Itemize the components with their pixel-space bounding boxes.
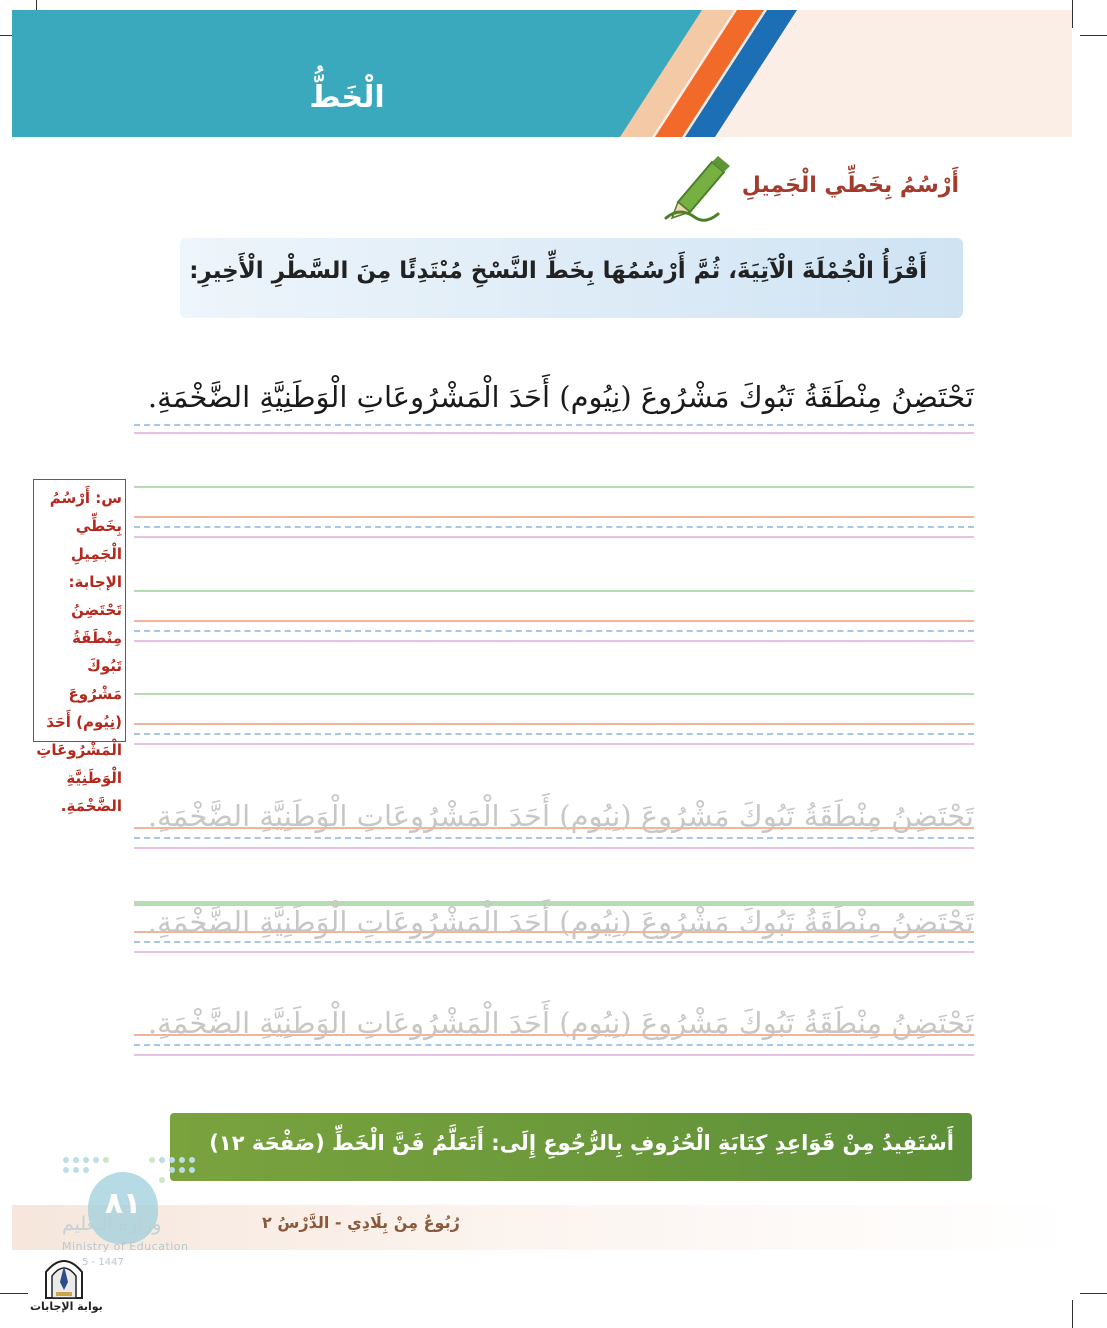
ministry-name-en: Ministry of Education [62,1240,189,1253]
portal-label: بوابة الإجابات [30,1300,103,1313]
pencil-icon [660,152,730,224]
guide-line [134,620,974,622]
instruction-box [180,238,963,318]
academic-year: 5 - 1447 [82,1257,124,1268]
guide-line [134,837,974,839]
crop-mark [1072,0,1073,28]
guide-line [134,1034,974,1036]
guide-line [134,827,974,829]
guide-line [134,847,974,849]
guide-line [134,526,974,528]
answer-text: تَحْتَضِنُ مِنْطَقَةُ تَبُوكَ مَشْرُوعَ (نِيُوم) أَحَدَ الْمَشْرُوعَاتِ الْوَطَنِيَّةِ الضَّخْمَةِ. [36,601,122,815]
writing-row-1[interactable] [134,486,974,546]
guide-line [134,743,974,745]
crop-mark [1072,1300,1073,1328]
tracing-text: تَحْتَضِنُ مِنْطَقَةُ تَبُوكَ مَشْرُوعَ (نِيُوم) أَحَدَ الْمَشْرُوعَاتِ الْوَطَنِيَّةِ الضَّخْمَةِ. [147,905,974,939]
ministry-name-ar: وزارة التعليم [62,1213,162,1235]
tip-text: أَسْتَفِيدُ مِنْ قَوَاعِدِ كِتَابَةِ الْحُرُوفِ بِالرُّجُوعِ إِلَى: أَتَعَلَّمُ فَنَّ الْخَطِّ (صَفْحَة ١٢) [209,1131,954,1155]
lesson-footer: رُبُوعُ مِنْ بِلَادِي - الدَّرْسُ ٢ [262,1213,460,1232]
portal-logo-icon [42,1254,86,1300]
tracing-row-1[interactable] [134,797,974,857]
crop-mark [0,1293,28,1294]
guide-line [134,424,974,426]
instruction-text: أَقْرَأُ الْجُمْلَةَ الْآتِيَةَ، ثُمَّ أَرْسُمُهَا بِخَطِّ النَّسْخِ مُبْتَدِئًا مِنَ السَّطْرِ الْأَخِيرِ: [189,258,927,284]
crop-mark [1080,1293,1107,1294]
guide-line [134,941,974,943]
guide-line [134,1054,974,1056]
section-heading: أَرْسُمُ بِخَطِّي الْجَمِيلِ [741,173,959,198]
page-number: ٨١ [104,1186,142,1221]
model-sentence: تَحْتَضِنُ مِنْطَقَةُ تَبُوكَ مَشْرُوعَ (نِيُوم) أَحَدَ الْمَشْرُوعَاتِ الْوَطَنِيَّةِ الضَّخْمَةِ. [147,380,974,414]
guide-line [134,432,974,434]
page-header [12,10,1072,137]
guide-line [134,693,974,695]
guide-line [134,486,974,488]
tracing-row-2[interactable] [134,901,974,961]
answer-label: الإجابة: [68,573,122,591]
crop-mark [1080,35,1107,36]
guide-line [134,516,974,518]
answer-question: س: أَرْسُمُ بِخَطِّي الْجَمِيلِ [49,489,122,563]
answer-box [33,479,126,815]
guide-line [134,1044,974,1046]
guide-line [134,590,974,592]
header-stripes [12,10,1072,137]
guide-line [134,536,974,538]
tracing-text: تَحْتَضِنُ مِنْطَقَةُ تَبُوكَ مَشْرُوعَ (نِيُوم) أَحَدَ الْمَشْرُوعَاتِ الْوَطَنِيَّةِ الضَّخْمَةِ. [147,799,974,833]
writing-row-2[interactable] [134,590,974,650]
tip-banner [170,1113,972,1181]
page-title: الْخَطُّ [309,80,385,115]
guide-line [134,931,974,933]
guide-line [134,733,974,735]
writing-row-3[interactable] [134,693,974,753]
guide-line [134,630,974,632]
tracing-row-3[interactable] [134,1004,974,1064]
model-row [134,380,974,440]
guide-line [134,723,974,725]
guide-line [134,640,974,642]
guide-line [134,951,974,953]
tracing-text: تَحْتَضِنُ مِنْطَقَةُ تَبُوكَ مَشْرُوعَ (نِيُوم) أَحَدَ الْمَشْرُوعَاتِ الْوَطَنِيَّةِ الضَّخْمَةِ. [147,1006,974,1040]
